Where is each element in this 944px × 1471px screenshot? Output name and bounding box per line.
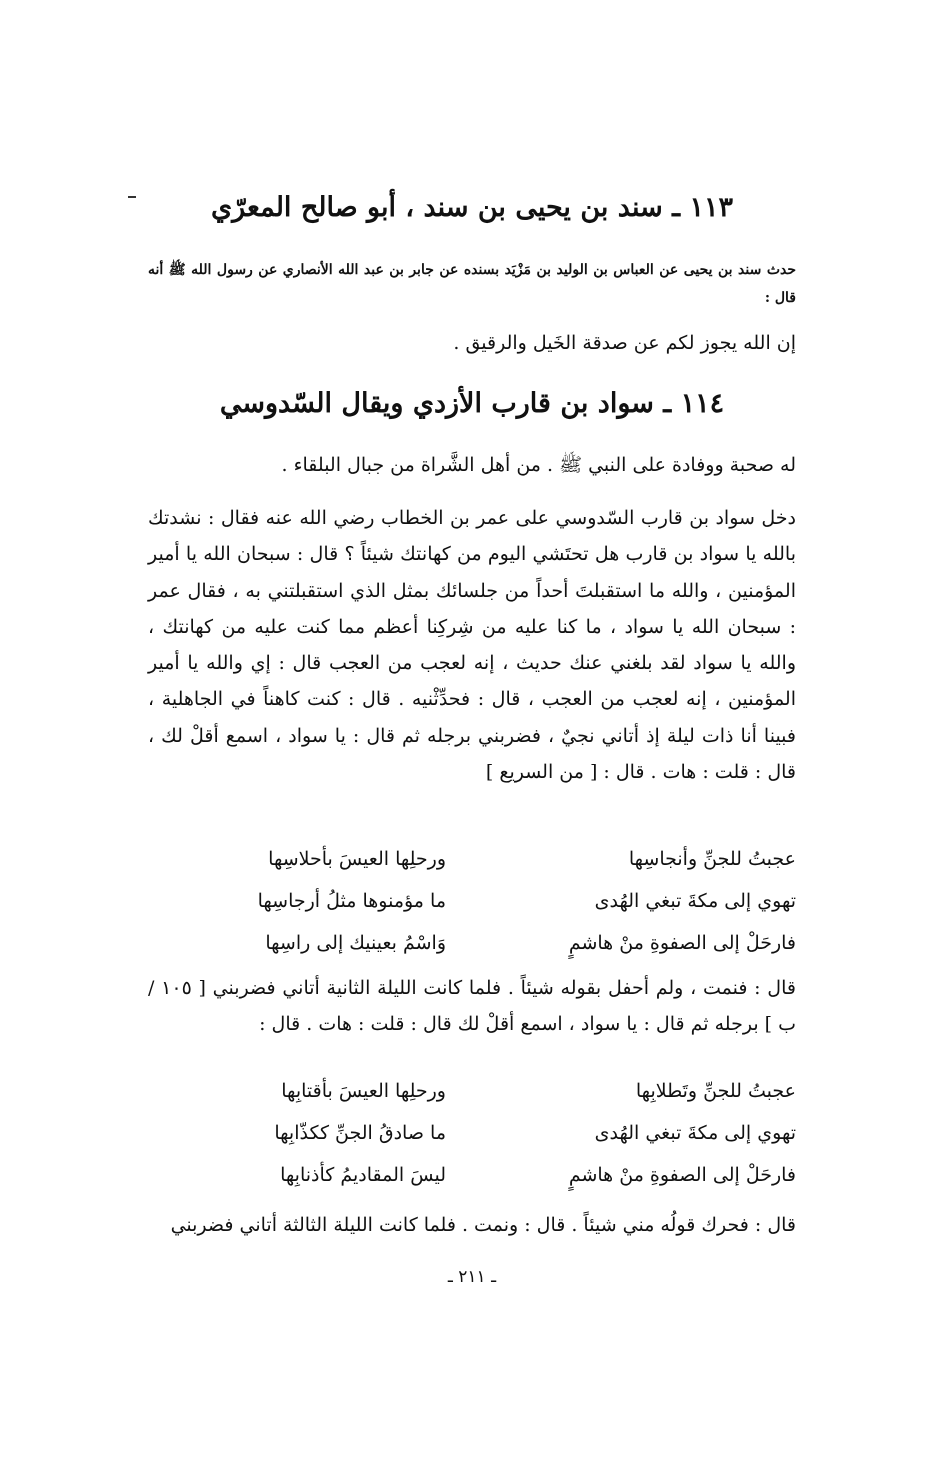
poem-verse xyxy=(148,922,796,964)
poem-verse xyxy=(148,838,796,880)
poem-verse xyxy=(148,1070,796,1112)
verse-second-hemistich: ورحلِها العيسَ بأقتابِها xyxy=(281,1080,446,1102)
verse-second-hemistich: ما صادقُ الجنِّ ككذّابِها xyxy=(274,1122,446,1144)
narrative-paragraph-3: قال : فحرك قولُه مني شيئاً . قال : ونمت . فلما كانت الليلة الثالثة أتاني فضربني xyxy=(170,1214,796,1236)
verse-first-hemistich: تهوي إلى مكةَ تبغي الهُدى xyxy=(594,1122,796,1144)
verse-first-hemistich: فارحَلْ إلى الصفوةِ منْ هاشمٍ xyxy=(568,932,796,954)
verse-first-hemistich: تهوي إلى مكةَ تبغي الهُدى xyxy=(594,890,796,912)
section-114-heading: ١١٤ ـ سواد بن قارب الأزدي ويقال السّدوسي xyxy=(219,388,725,419)
verse-second-hemistich: ما مؤمنوها مثلُ أرجاسِها xyxy=(257,890,446,912)
section-113-hadith: إن الله يجوز لكم عن صدقة الخَيل والرقيق . xyxy=(453,332,796,354)
narrative-paragraph-2: قال : فنمت ، ولم أحفل بقوله شيئاً . فلما كانت الليلة الثانية أتاني فضربني [ ١٠٥ / ب ] برجله ثم قال : يا سواد ، اسمع أقلْ لك قال : قلت : هات . قال : xyxy=(148,977,796,1035)
poem-verse xyxy=(148,1154,796,1196)
page-number: ـ ٢١١ ـ xyxy=(447,1267,497,1287)
poem-verse xyxy=(148,880,796,922)
poem-verse xyxy=(148,1112,796,1154)
verse-first-hemistich: عجبتُ للجنِّ وأنجاسِها xyxy=(628,848,796,870)
verse-second-hemistich: وَاسْمُ بعينيك إلى راسِها xyxy=(265,932,446,954)
section-113-isnad: حدث سند بن يحيى عن العباس بن الوليد بن مَزْيَد بسنده عن جابر بن عبد الله الأنصاري عن رسول الله ﷺ أنه قال : xyxy=(148,262,796,306)
verse-second-hemistich: ورحلِها العيسَ بأحلاسِها xyxy=(268,848,446,870)
verse-second-hemistich: ليسَ المقاديمُ كأذنابِها xyxy=(280,1164,446,1186)
narrative-paragraph-1: دخل سواد بن قارب السّدوسي على عمر بن الخطاب رضي الله عنه فقال : نشدتك بالله يا سواد بن قارب هل تحتَشي اليوم من كهانتك شيئاً ؟ قال : سبحان الله يا أمير المؤمنين ، والله ما استقبلتَ أحداً من جلسائك بمثل الذي استقبلتني به ، فقال عمر : سبحان الله يا سواد ، ما كنا عليه من شِركِنا أعظم مما كنت عليه من كهانتك ، والله يا سواد لقد بلغني عنك حديث ، إنه لعجب من العجب قال : إي والله يا أمير المؤمنين ، إنه لعجب من العجب ، قال : فحدِّثْنيه . قال : كنت كاهناً في الجاهلية ، فبينا أنا ذات ليلة إذ أتاني نجيٌ ، فضربني برجله ثم قال : يا سواد ، اسمع أقلْ لك ، قال : قلت : هات . قال : [ من السريع ] xyxy=(148,507,796,784)
section-113-heading: ١١٣ ـ سند بن يحيى بن سند ، أبو صالح المعرّي xyxy=(211,192,733,223)
poem-1 xyxy=(148,838,796,964)
margin-mark xyxy=(128,196,136,198)
poem-2 xyxy=(148,1070,796,1196)
section-114-intro: له صحبة ووفادة على النبي ﷺ . من أهل الشَّراة من جبال البلقاء . xyxy=(281,454,796,476)
verse-first-hemistich: عجبتُ للجنِّ وتَطلابِها xyxy=(635,1080,796,1102)
verse-first-hemistich: فارحَلْ إلى الصفوةِ منْ هاشمٍ xyxy=(568,1164,796,1186)
